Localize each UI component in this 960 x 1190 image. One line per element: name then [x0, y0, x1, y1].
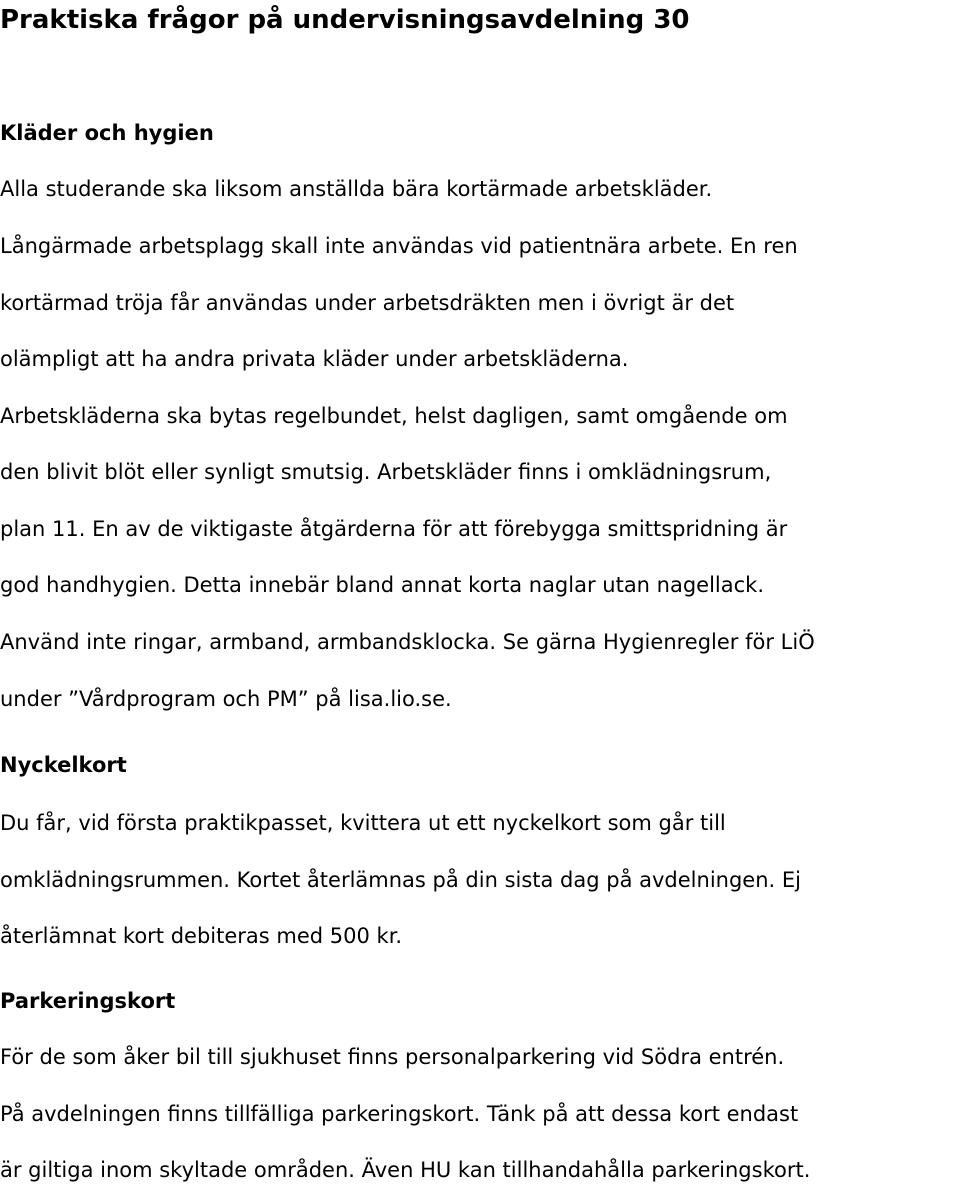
- paragraph-line: den blivit blöt eller synligt smutsig. Arbetskläder finns i omklädningsrum,: [0, 460, 772, 484]
- paragraph-line: Använd inte ringar, armband, armbandsklocka. Se gärna Hygienregler för LiÖ: [0, 630, 815, 654]
- paragraph-line: Långärmade arbetsplagg skall inte användas vid patientnära arbete. En ren: [0, 234, 798, 258]
- paragraph-line: olämpligt att ha andra privata kläder under arbetskläderna.: [0, 347, 629, 371]
- paragraph-line: återlämnat kort debiteras med 500 kr.: [0, 924, 403, 948]
- section-heading-clothing-hygiene: Kläder och hygien: [0, 121, 214, 145]
- paragraph-line: Arbetskläderna ska bytas regelbundet, helst dagligen, samt omgående om: [0, 404, 788, 428]
- paragraph-line: Du får, vid första praktikpasset, kvittera ut ett nyckelkort som går till: [0, 811, 726, 835]
- page-title: Praktiska frågor på undervisningsavdelning 30: [0, 5, 690, 35]
- paragraph-line: omklädningsrummen. Kortet återlämnas på din sista dag på avdelningen. Ej: [0, 868, 801, 892]
- paragraph-line: Alla studerande ska liksom anställda bära kortärmade arbetskläder.: [0, 177, 713, 201]
- paragraph-line: För de som åker bil till sjukhuset finns personalparkering vid Södra entrén.: [0, 1045, 785, 1069]
- paragraph-line: under ”Vårdprogram och PM” på lisa.lio.se.: [0, 687, 452, 711]
- paragraph-line: är giltiga inom skyltade områden. Även HU kan tillhandahålla parkeringskort.: [0, 1158, 811, 1182]
- paragraph-line: På avdelningen finns tillfälliga parkeringskort. Tänk på att dessa kort endast: [0, 1102, 799, 1126]
- section-heading-parking-card: Parkeringskort: [0, 989, 176, 1013]
- paragraph-line: god handhygien. Detta innebär bland annat korta naglar utan nagellack.: [0, 573, 765, 597]
- paragraph-line: kortärmad tröja får användas under arbetsdräkten men i övrigt är det: [0, 291, 735, 315]
- section-heading-key-card: Nyckelkort: [0, 753, 127, 777]
- paragraph-line: plan 11. En av de viktigaste åtgärderna för att förebygga smittspridning är: [0, 517, 788, 541]
